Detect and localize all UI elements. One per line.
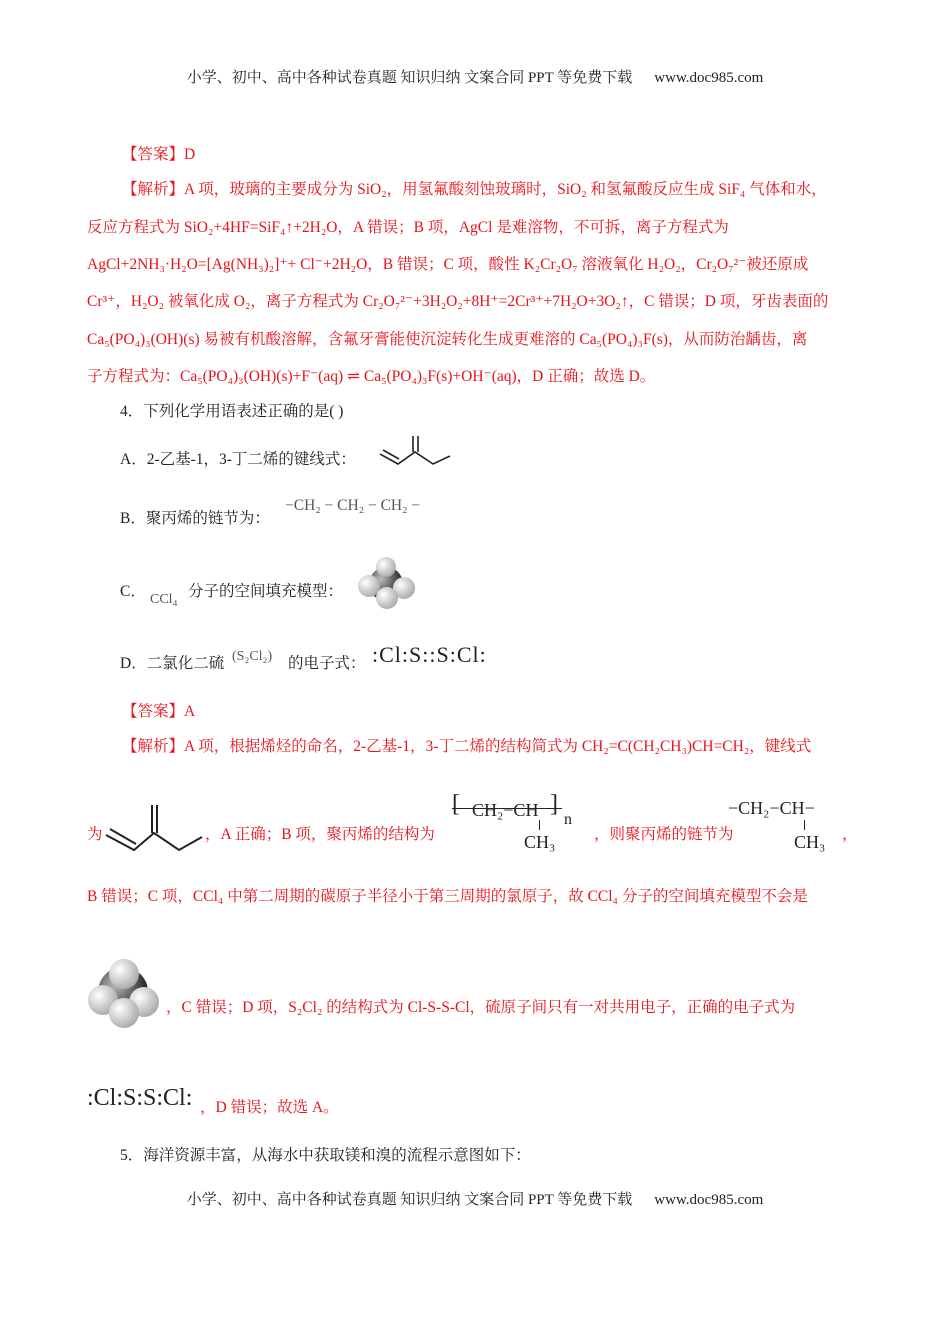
q4-answer: 【答案】A bbox=[122, 703, 196, 720]
q4-analysis-text: 为 bbox=[87, 826, 103, 843]
q4-analysis-line: B 错误；C 项，CCl₄ 中第二周期的碳原子半径小于第三周期的氯原子，故 CCl₄ 分子的空间填充模型不会是 bbox=[87, 888, 808, 905]
q4-option-a: A．2-乙基-1，3-丁二烯的键线式： bbox=[120, 451, 356, 468]
q4-analysis-line: ，C 错误；D 项，S₂Cl₂ 的结构式为 Cl-S-S-Cl，硫原子间只有一对共用电子，正确的电子式为 bbox=[166, 999, 796, 1016]
footer-text: 小学、初中、高中各种试卷真题 知识归纳 文案合同 PPT 等免费下载 bbox=[186, 1192, 633, 1208]
electron-formula-correct: :Cl:S:S:Cl: bbox=[87, 1085, 193, 1111]
skeletal-formula-diene bbox=[378, 434, 453, 470]
electron-formula-wrong: :Cl:S::S:Cl: bbox=[372, 642, 487, 667]
page-header bbox=[0, 68, 950, 88]
q3-analysis-line: Cr³⁺，H₂O₂ 被氧化成 O₂，离子方程式为 Cr₂O₇²⁻+3H₂O₂+8H⁺=2Cr³⁺+7H₂O+3O₂↑，C 错误；D 项，牙齿表面的 bbox=[87, 293, 829, 310]
q4-analysis-line: ，D 错误；故选 A。 bbox=[200, 1099, 339, 1116]
q4-analysis-line: 【解析】A 项，根据烯烃的命名，2-乙基-1，3-丁二烯的结构简式为 CH₂=C(CH₂CH₃)CH=CH₂，键线式 bbox=[122, 738, 812, 755]
q4-analysis-text: ，A 正确；B 项，聚丙烯的结构为 bbox=[205, 826, 435, 843]
header-url[interactable]: www.doc985.com bbox=[654, 70, 764, 86]
q3-analysis-line: 【解析】A 项，玻璃的主要成分为 SiO₂，用氢氟酸刻蚀玻璃时，SiO₂ 和氢氟酸反应生成 SiF₄ 气体和水， bbox=[122, 181, 827, 198]
q4-analysis-text: ，则聚丙烯的链节为 bbox=[594, 826, 734, 843]
ccl4-formula: CCl₄ bbox=[150, 592, 178, 607]
polypropylene-unit: −CH₂−CH− CH₃ bbox=[728, 798, 826, 852]
q4-analysis-text: ， bbox=[842, 826, 858, 843]
q4-option-c-label: C． bbox=[120, 583, 146, 600]
s2cl2-formula: (S₂Cl₂) bbox=[232, 649, 273, 664]
q3-answer: 【答案】D bbox=[122, 146, 196, 163]
polypropylene-structure: [ CH₂−CH ] n CH₃ bbox=[452, 791, 572, 852]
q4-option-d-suffix: 的电子式： bbox=[288, 655, 366, 672]
q4-option-c: 分子的空间填充模型： bbox=[188, 583, 344, 600]
page-footer bbox=[0, 1190, 950, 1210]
header-text: 小学、初中、高中各种试卷真题 知识归纳 文案合同 PPT 等免费下载 bbox=[186, 70, 633, 86]
q3-analysis-line: 子方程式为：Ca₅(PO₄)₃(OH)(s)+F⁻(aq) ⇌ Ca₅(PO₄)₃F(s)+OH⁻(aq)，D 正确；故选 D。 bbox=[87, 368, 656, 385]
q5-stem: 5．海洋资源丰富，从海水中获取镁和溴的流程示意图如下： bbox=[120, 1147, 531, 1164]
q4-option-d: D．二氯化二硫 bbox=[120, 655, 225, 672]
q3-analysis-line: Ca₅(PO₄)₃(OH)(s) 易被有机酸溶解，含氟牙膏能使沉淀转化生成更难溶的 Ca₅(PO₄)₃F(s)，从而防治龋齿，离 bbox=[87, 331, 808, 348]
q4-option-b: B．聚丙烯的链节为： bbox=[120, 510, 270, 527]
polypropylene-unit-wrong: −CH₂ − CH₂ − CH₂ − bbox=[285, 497, 421, 514]
ccl4-model-incorrect bbox=[86, 958, 166, 1030]
ccl4-space-filling-model bbox=[356, 556, 420, 612]
skeletal-formula-diene-answer bbox=[104, 805, 204, 855]
q4-stem: 4．下列化学用语表述正确的是( ) bbox=[120, 403, 344, 420]
q3-analysis-line: 反应方程式为 SiO₂+4HF=SiF₄↑+2H₂O，A 错误；B 项，AgCl 是难溶物，不可拆，离子方程式为 bbox=[87, 219, 729, 236]
q3-analysis-line: AgCl+2NH₃·H₂O=[Ag(NH₃)₂]⁺+ Cl⁻+2H₂O，B 错误；C 项，酸性 K₂Cr₂O₇ 溶液氧化 H₂O₂，Cr₂O₇²⁻被还原成 bbox=[87, 256, 809, 273]
footer-url[interactable]: www.doc985.com bbox=[654, 1192, 764, 1208]
